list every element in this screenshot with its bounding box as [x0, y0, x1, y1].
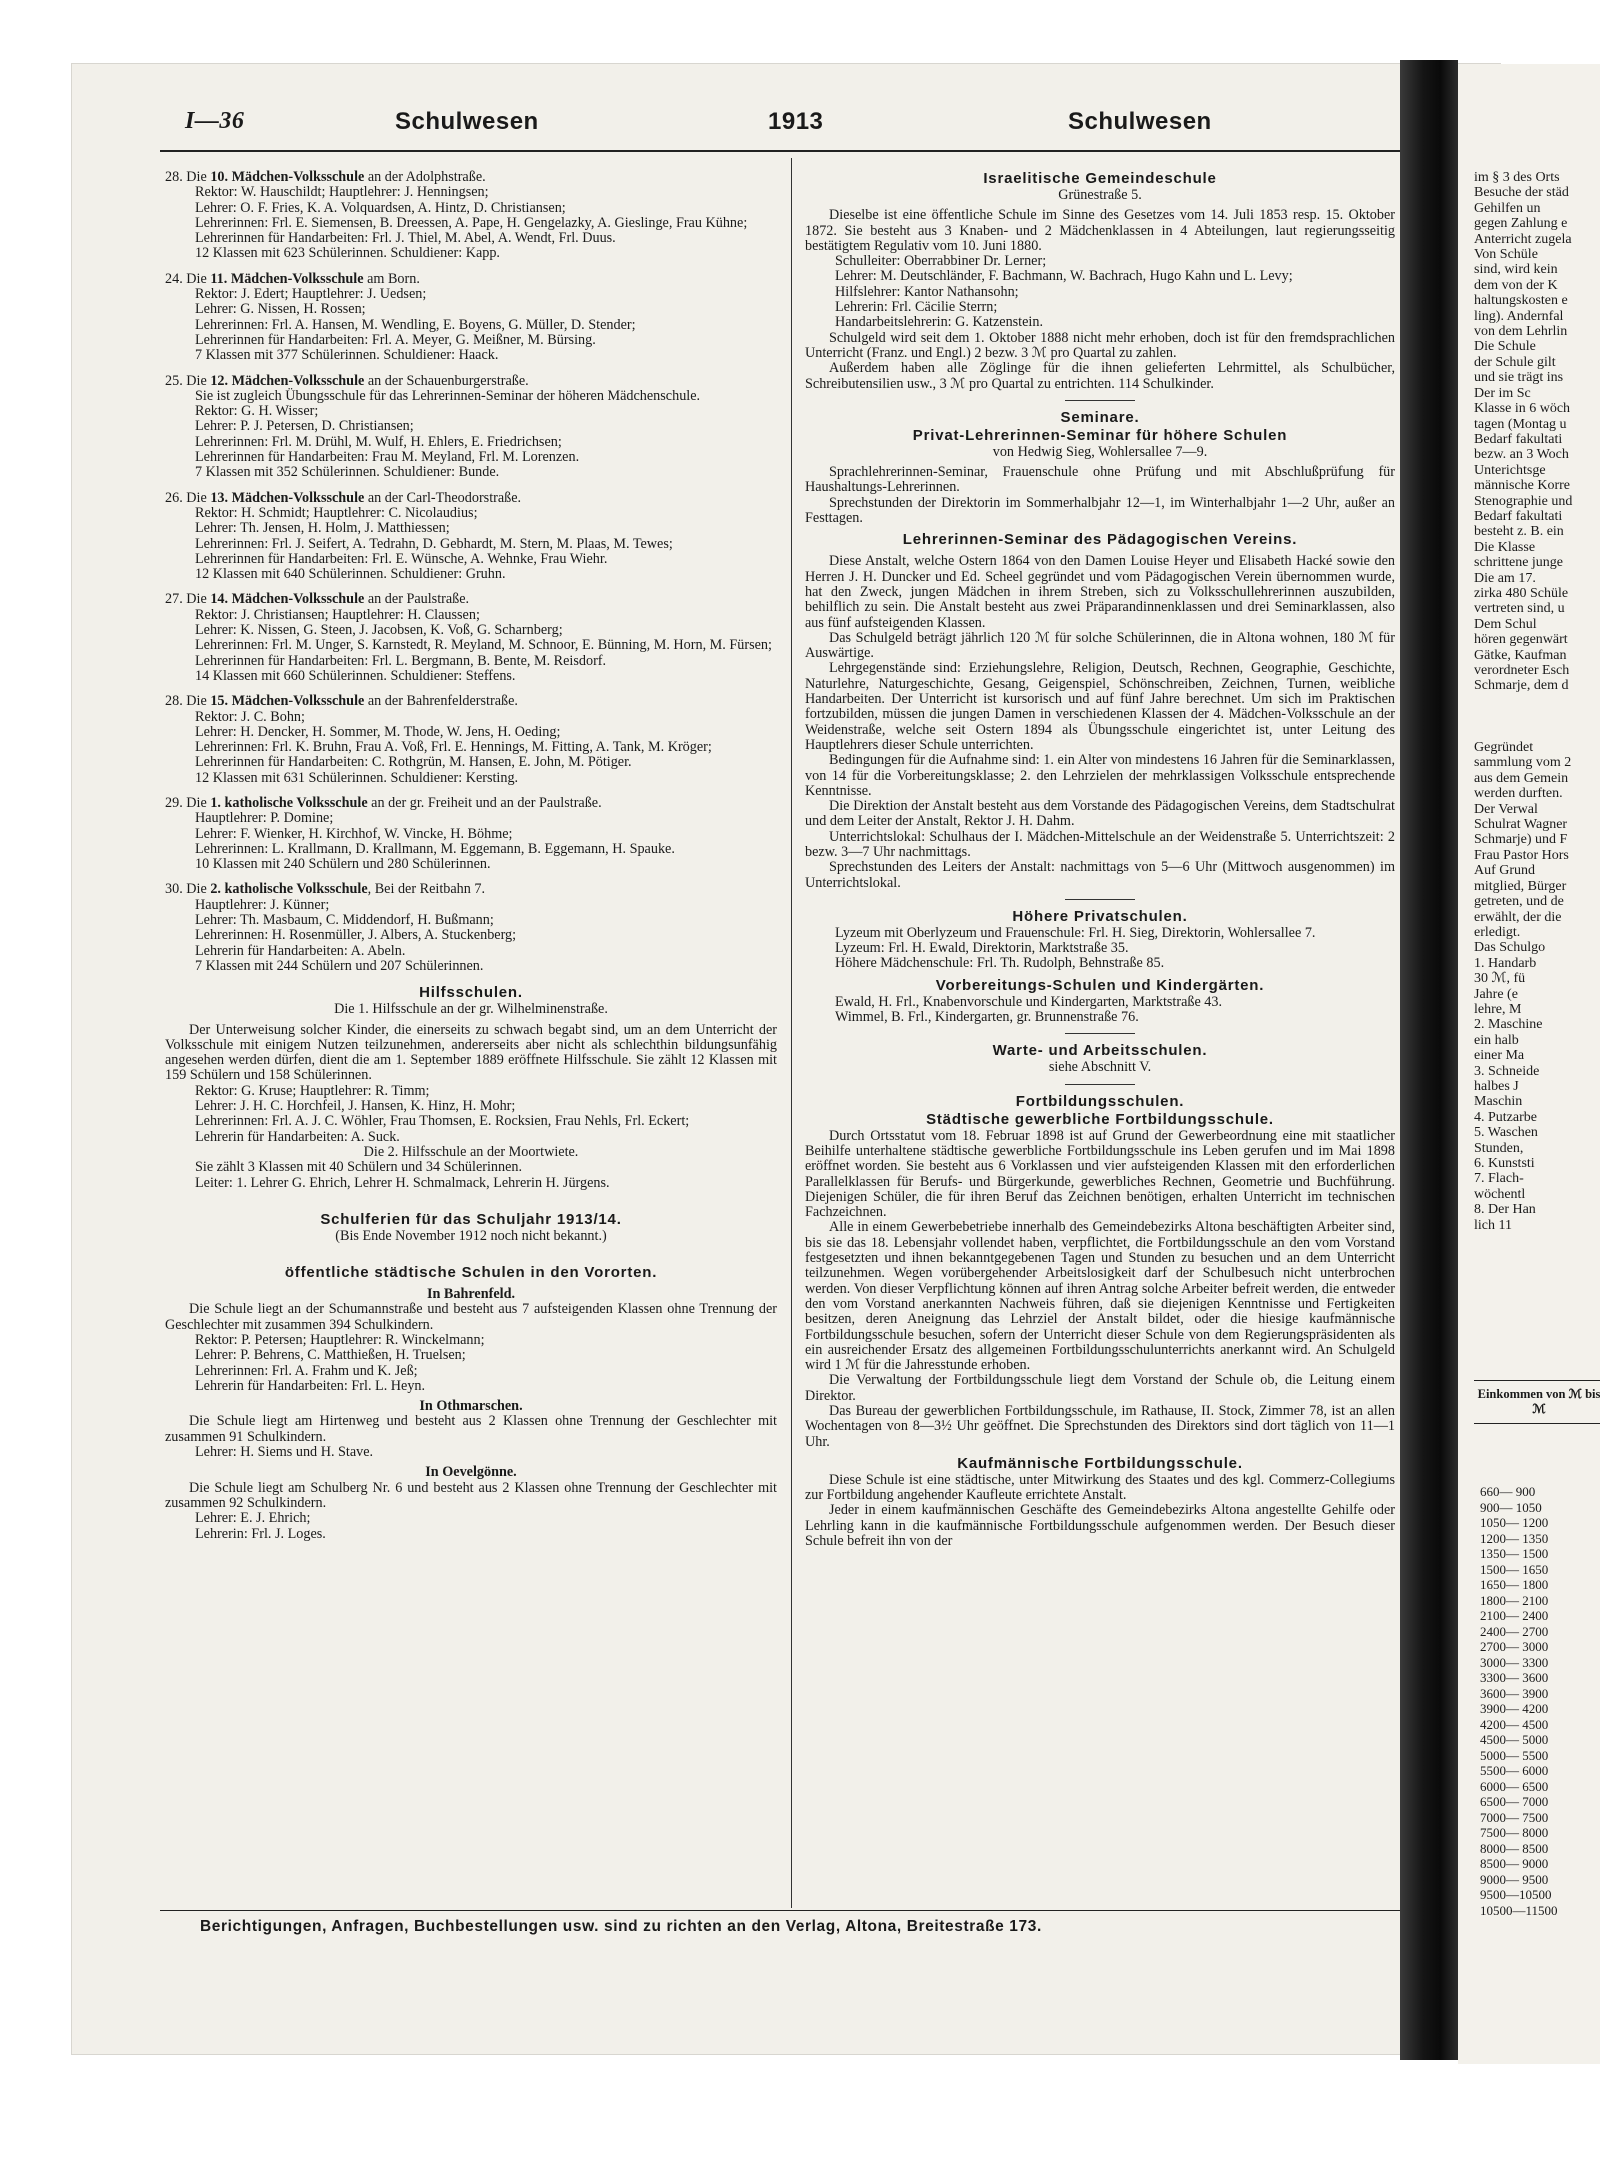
school-detail: 7 Klassen mit 377 Schülerinnen. Schuldiener: Haack.: [195, 347, 499, 364]
staff-line: Sie zählt 3 Klassen mit 40 Schülern und 34 Schülerinnen.: [195, 1159, 523, 1176]
fragment-line: von dem Lehrlin: [1474, 324, 1568, 340]
israel-text-2: Schulgeld wird seit dem 1. Oktober 1888 nicht mehr erhoben, doch ist für den fremdsprachlichen Unterricht (Franz. und Engl.) 2 bezw. 3 ℳ pro Quartal zu zahlen.: [805, 329, 1395, 361]
left-column: [165, 170, 777, 1542]
income-table-body: [1474, 1424, 1600, 1918]
privat-seminar-title: Privat-Lehrerinnen-Seminar für höhere Schulen: [912, 426, 1288, 444]
staff-line: Lehrerin: Frl. Cäcilie Sterrn;: [835, 299, 998, 316]
fragment-line: Klasse in 6 wöch: [1474, 401, 1571, 417]
staff-line: Lehrer: M. Deutschländer, F. Bachmann, W. Bachrach, Hugo Kahn und L. Levy;: [835, 268, 1293, 285]
income-row: 1350— 1500: [1480, 1546, 1549, 1561]
gewerbliche-fortbildungsschule-title: Städtische gewerbliche Fortbildungsschule.: [926, 1110, 1274, 1128]
school-detail: Lehrerin für Handarbeiten: A. Abeln.: [195, 942, 406, 959]
schulferien-note: (Bis Ende November 1912 noch nicht bekannt.): [335, 1227, 607, 1244]
staff-line: Leiter: 1. Lehrer G. Ehrich, Lehrer H. Schmalmack, Lehrerin H. Jürgens.: [195, 1174, 610, 1191]
fragment-line: vertreten sind, u: [1474, 601, 1565, 617]
israel-text: Dieselbe ist eine öffentliche Schule im Sinne des Gesetzes vom 14. Juli 1853 resp. 15. Oktober 1872. Sie besteht aus 3 Knaben- und 2 Mädchenklassen in 4 Abteilungen, laut regierungsseitig bestätigtem Regulativ vom 10. Juni 1880.: [805, 207, 1395, 254]
fragment-line: lehre, M: [1474, 1001, 1522, 1017]
school-detail: Lehrer: Th. Masbaum, C. Middendorf, H. Bußmann;: [195, 912, 494, 929]
income-row: 1200— 1350: [1480, 1530, 1549, 1546]
school-line: Lyzeum: Frl. H. Ewald, Direktorin, Marktstraße 35.: [835, 940, 1129, 957]
right-page-text: [1474, 170, 1572, 1233]
school-detail: Lehrerinnen für Handarbeiten: Frl. E. Wünsche, A. Wehnke, Frau Wiehr.: [195, 550, 608, 567]
fragment-line: zirka 480 Schüle: [1474, 585, 1569, 601]
fragment-line: bezw. an 3 Woch: [1474, 447, 1569, 463]
school-detail: Lehrerinnen: Frl. M. Unger, S. Karnstedt, R. Meyland, M. Schnoor, E. Bünning, M. Horn, M. Fürsen;: [195, 637, 772, 654]
income-row: 9500—10500: [1480, 1887, 1552, 1902]
income-row: 5000— 5500: [1480, 1747, 1549, 1763]
fragment-line: Frau Pastor Hors: [1474, 847, 1569, 863]
school-detail: Lehrerinnen für Handarbeiten: Frl. J. Thiel, M. Abel, A. Wendt, Frl. Duus.: [195, 230, 616, 247]
vorort-heading: In Bahrenfeld.: [426, 1286, 516, 1303]
income-row: 2700— 3000: [1480, 1639, 1549, 1654]
fragment-line: sind, wird kein: [1474, 262, 1558, 278]
income-row: 1500— 1650: [1480, 1561, 1549, 1577]
school-line: Lyzeum mit Oberlyzeum und Frauenschule: Frl. H. Sieg, Direktorin, Wohlersallee 7.: [835, 924, 1316, 941]
privat-seminar-address: von Hedwig Sieg, Wohlersallee 7—9.: [992, 443, 1208, 460]
fragment-line: Anterricht zugela: [1474, 231, 1572, 247]
fragment-line: 3. Schneide: [1474, 1063, 1540, 1079]
school-detail: 12 Klassen mit 640 Schülerinnen. Schuldiener: Gruhn.: [195, 566, 506, 583]
fragment-line: getreten, und de: [1474, 894, 1564, 910]
school-detail: Hauptlehrer: J. Künner;: [195, 896, 330, 913]
footer-rule: [160, 1910, 1400, 1911]
header-rule: [160, 150, 1400, 152]
middle-column: [805, 170, 1395, 1549]
school-heading: 29. Die 1. katholische Volksschule an der gr. Freiheit und an der Paulstraße.: [165, 794, 602, 811]
fragment-line: Die Schule: [1474, 339, 1536, 355]
fragment-line: ling). Andernfal: [1474, 308, 1564, 324]
vororte-sections: [165, 1282, 777, 1542]
vororte-title: öffentliche städtische Schulen in den Vororten.: [284, 1264, 658, 1282]
school-detail: Lehrer: H. Dencker, H. Sommer, M. Thode, W. Jens, H. Oeding;: [195, 723, 561, 740]
income-row: 8500— 9000: [1480, 1856, 1549, 1871]
school-detail: Lehrerinnen für Handarbeiten: C. Rothgrün, M. Hansen, E. John, M. Pötiger.: [195, 754, 632, 771]
fragment-line: Schmarje) und F: [1474, 832, 1568, 848]
school-detail: Lehrerinnen für Handarbeiten: Frau M. Meyland, Frl. M. Lorenzen.: [195, 449, 580, 466]
school-heading: 28. Die 15. Mädchen-Volksschule an der Bahrenfelderstraße.: [165, 693, 518, 710]
income-row: 900— 1050: [1480, 1499, 1542, 1515]
staff-line: Lehrerinnen: Frl. A. Frahm und K. Jeß;: [195, 1362, 418, 1379]
fragment-line: Stenographie und: [1474, 493, 1573, 509]
fragment-line: 30 ℳ, fü: [1474, 971, 1526, 987]
section-rule: [1065, 400, 1135, 401]
fort-text: Durch Ortsstatut vom 18. Februar 1898 ist auf Grund der Gewerbeordnung eine mit staatlicher Beihilfe unterhaltene städtische gewerbliche Fortbildungsschule ins Leben gerufen und im Mai 1898 eröffnet worden. Sie besteht aus 6 Vorklassen und vier aufsteigenden Klassen mit den erforderlichen Parallelklassen für Berufs- und Bürgerkunde, gewerbliches Rechnen, Geometrie und Buchführung. Diejenigen Schüler, die für ihren Beruf das Zeichnen benötigen, erhalten Unterricht im technischen Fachzeichnen.: [805, 1127, 1395, 1221]
school-detail: Lehrer: P. J. Petersen, D. Christiansen;: [195, 418, 414, 435]
fragment-line: lich 11: [1474, 1217, 1512, 1233]
vorort-heading: In Othmarschen.: [419, 1398, 523, 1415]
fragment-line: 7. Flach-: [1474, 1171, 1524, 1187]
income-row: 1800— 2100: [1480, 1592, 1549, 1608]
income-row: 3600— 3900: [1480, 1685, 1549, 1701]
income-row: 2400— 2700: [1480, 1623, 1549, 1639]
book-gutter: [1400, 60, 1458, 2060]
hilfsschule-2-heading: Die 2. Hilfsschule an der Moortwiete.: [363, 1143, 579, 1160]
income-row: 3900— 4200: [1480, 1701, 1549, 1716]
school-heading: 26. Die 13. Mädchen-Volksschule an der Carl-Theodorstraße.: [165, 489, 522, 506]
kauf-text-2: Jeder in einem kaufmännischen Geschäfte des Gemeindebezirks Altona angestellte Gehilfe oder Lehrling kann in die kaufmännische Fortbildungsschule aufgenommen werden. Der Besuch dieser Schule befreit ihn von der: [805, 1502, 1395, 1550]
school-heading: 28. Die 10. Mädchen-Volksschule an der Adolphstraße.: [165, 169, 486, 185]
paed-text-2: Das Schulgeld beträgt jährlich 120 ℳ für solche Schülerinnen, die in Altona wohnen, 180 ℳ für Auswärtige.: [805, 629, 1395, 662]
privat-seminar-text-2: Sprechstunden der Direktorin im Sommerhalbjahr 12—1, im Winterhalbjahr 1—2 Uhr, außer an Festtagen.: [805, 494, 1395, 527]
israel-text-3: Außerdem haben alle Zöglinge für die ihnen gelieferten Lehrmittel, als Schulbücher, Schreibutensilien usw., 3 ℳ pro Quartal zu entrichten. 114 Schulkinder.: [805, 360, 1395, 392]
fragment-line: 6. Kunststi: [1474, 1156, 1535, 1171]
fragment-line: 5. Waschen: [1474, 1125, 1538, 1141]
staff-line: Lehrer: P. Behrens, C. Matthießen, H. Truelsen;: [195, 1347, 466, 1364]
fragment-line: [1474, 725, 1572, 740]
school-detail: Rektor: J. Christiansen; Hauptlehrer: H. Claussen;: [195, 606, 480, 623]
school-detail: Lehrerinnen für Handarbeiten: Frl. A. Meyer, G. Meißner, M. Bürsing.: [195, 331, 596, 348]
section-rule: [1065, 1084, 1135, 1085]
warte-arbeitsschulen-title: Warte- und Arbeitsschulen.: [992, 1042, 1208, 1060]
fragment-line: gegen Zahlung e: [1474, 216, 1568, 232]
staff-line: Lehrer: E. J. Ehrich;: [195, 1510, 311, 1527]
israel-address: Grünestraße 5.: [1058, 187, 1142, 203]
school-detail: 14 Klassen mit 660 Schülerinnen. Schuldiener: Steffens.: [195, 667, 516, 684]
fort-text-4: Das Bureau der gewerblichen Fortbildungsschule, im Rathause, II. Stock, Zimmer 78, ist an allen Wochentagen von 8—3½ Uhr geöffnet. Die Sprechstunden des Direktors sind dort täglich von 11—1 Uhr.: [805, 1403, 1395, 1450]
income-row: 7000— 7500: [1480, 1809, 1549, 1825]
income-row: 3000— 3300: [1480, 1654, 1549, 1670]
income-row: 5500— 6000: [1480, 1763, 1549, 1778]
school-detail: 7 Klassen mit 244 Schülern und 207 Schülerinnen.: [195, 957, 484, 974]
kaufmaennische-fortbildungsschule-title: Kaufmännische Fortbildungsschule.: [957, 1454, 1243, 1472]
school-detail: Lehrer: G. Nissen, H. Rossen;: [195, 301, 366, 318]
school-detail: Lehrerinnen: Frl. A. Hansen, M. Wendling, E. Boyens, G. Müller, D. Stender;: [195, 316, 636, 333]
fragment-line: Von Schüle: [1474, 247, 1538, 263]
fragment-line: Besuche der städ: [1474, 185, 1569, 201]
warte-note: siehe Abschnitt V.: [1048, 1059, 1152, 1076]
fragment-line: der Schule gilt: [1474, 354, 1556, 370]
school-detail: Rektor: H. Schmidt; Hauptlehrer: C. Nicolaudius;: [195, 504, 478, 521]
fragment-line: Gegründet: [1474, 740, 1534, 756]
paed-text-7: Sprechstunden des Leiters der Anstalt: nachmittags von 5—6 Uhr (Mittwoch ausgenommen) im Unterrichtslokal.: [805, 859, 1395, 891]
school-detail: Lehrer: F. Wienker, H. Kirchhof, W. Vincke, H. Böhme;: [195, 825, 513, 842]
paed-text-3: Lehrgegenstände sind: Erziehungslehre, Religion, Deutsch, Rechnen, Geographie, Geschichte, Naturlehre, Naturgeschichte, Gesang, Geigenspiel, Schönschreiben, Zeichnen, Turnen, weibliche Handarbeiten. Der Unterricht ist kursorisch und auf fünf Jahre berechnet. Um sich im Praktischen fortzubilden, müssen die jungen Damen in verschiedenen Klassen der 4. Mädchen-Volksschule an der Weidenstraße, welche seit Ostern 1894 als Übungsschule eingerichtet ist, unter Leitung des Hauptlehrers dieser Schule unterrichten.: [805, 660, 1395, 753]
hilfsschule-staff: [165, 1084, 777, 1145]
fragment-line: Bedarf fakultati: [1474, 431, 1563, 447]
paed-text: Diese Anstalt, welche Ostern 1864 von den Damen Louise Heyer und Elisabeth Hacké sowie den Herren J. H. Duncker und Ed. Scheel gegründet und vom Pädagogischen Verein übernommen wurde, hat den Zweck, jungen Mädchen in ihrem Streben, sich zu Volksschullehrerinnen auszubilden, behilflich zu sein. Die Anstalt besteht aus zwei Präparandinnenklassen und drei Seminarklassen, also aus fünf aufsteigenden Klassen.: [805, 553, 1395, 631]
school-detail: Lehrerinnen für Handarbeiten: Frl. L. Bergmann, B. Bente, M. Reisdorf.: [195, 652, 607, 669]
income-row: 8000— 8500: [1480, 1840, 1549, 1856]
vorort-heading: In Oevelgönne.: [425, 1464, 517, 1481]
fragment-line: 4. Putzarbe: [1474, 1109, 1537, 1125]
staff-line: Lehrerinnen: Frl. A. J. C. Wöhler, Frau Thomsen, E. Rocksien, Frau Nehls, Frl. Eckert;: [195, 1113, 690, 1130]
schulferien-title: Schulferien für das Schuljahr 1913/14.: [320, 1210, 622, 1228]
paed-text-5: Die Direktion der Anstalt besteht aus dem Vorstande des Pädagogischen Vereins, dem Stadtschulrat und dem Leiter der Anstalt, Rektor J. H. Dahm.: [805, 798, 1395, 830]
school-detail: Lehrerinnen: Frl. M. Drühl, M. Wulf, H. Ehlers, E. Friedrichsen;: [195, 433, 562, 450]
fragment-line: Maschin: [1474, 1094, 1523, 1110]
fragment-line: ein halb: [1474, 1032, 1519, 1048]
staff-line: Rektor: G. Kruse; Hauptlehrer: R. Timm;: [195, 1082, 430, 1099]
kauf-text: Diese Schule ist eine städtische, unter Mitwirkung des Staates und des kgl. Commerz-Collegiums zur Fortbildung angehender Kaufleute errichtete Anstalt.: [805, 1471, 1395, 1504]
section-rule: [1065, 899, 1135, 900]
fragment-line: [1474, 694, 1572, 709]
fragment-line: Schmarje, dem d: [1474, 678, 1569, 694]
income-row: 660— 900: [1480, 1484, 1536, 1499]
school-detail: Lehrer: Th. Jensen, H. Holm, J. Matthiessen;: [195, 520, 450, 537]
income-table-header: Einkommen von ℳ bis ℳ: [1474, 1380, 1600, 1424]
fragment-line: Das Schulgo: [1474, 940, 1546, 956]
school-line: Höhere Mädchenschule: Frl. Th. Rudolph, Behnstraße 85.: [835, 955, 1165, 972]
staff-line: Lehrerin: Frl. J. Loges.: [195, 1525, 326, 1542]
school-line: Ewald, H. Frl., Knabenvorschule und Kindergarten, Marktstraße 43.: [835, 993, 1223, 1010]
fragment-line: wöchentl: [1474, 1186, 1526, 1202]
privat-seminar-text: Sprachlehrerinnen-Seminar, Frauenschule ohne Prüfung und mit Abschlußprüfung für Haushaltungs-Lehrerinnen.: [805, 464, 1395, 496]
header-title-left: Schulwesen: [395, 108, 539, 135]
school-detail: Lehrerinnen: H. Rosenmüller, J. Albers, A. Stuckenberg;: [195, 927, 517, 944]
income-row: 10500—11500: [1480, 1902, 1558, 1918]
fort-text-2: Alle in einem Gewerbebetriebe innerhalb des Gemeindebezirks Altona beschäftigten Arbeiter sind, bis sie das 18. Lebensjahr vollendet haben, verpflichtet, die Fortbildungsschule an den vom Vorstand festgesetzten und ihnen bekanntgegebenen Tagen und Stunden zu besuchen und an dem Unterricht teilzunehmen. Wegen vorübergehender Arbeitslosigkeit darf der Schulbesuch nicht unterbrochen werden. Von dieser Verpflichtung können auf ihren Antrag solche Arbeiter befreit werden, die entweder den vom Vorstand anerkannten Nachweis führen, daß sie diejenigen Kenntnisse und Fertigkeiten besitzen, deren Aneignung das Lehrziel der Anstalt bildet, oder die hiesige kaufmännische Fortbildungsschule besuchen, sofern der Unterricht dieser Schule von dem Regierungspräsidenten als ein ausreichender Ersatz des allgemeinen Fortbildungsschulunterrichts anerkannt wird. An Schulgeld wird 1 ℳ für die Jahresstunde erhoben.: [805, 1219, 1395, 1374]
fragment-line: Jahre (e: [1474, 986, 1518, 1002]
column-divider: [791, 158, 792, 1908]
israelitische-gemeindeschule-title: Israelitische Gemeindeschule: [983, 170, 1217, 187]
fragment-line: Auf Grund: [1474, 863, 1536, 879]
footer-notice: Berichtigungen, Anfragen, Buchbestellungen usw. sind zu richten an den Verlag, Altona, Breitestraße 173.: [200, 1918, 1042, 1935]
income-row: 7500— 8000: [1480, 1825, 1549, 1840]
school-detail: Lehrerinnen: L. Krallmann, D. Krallmann, M. Eggemann, B. Eggemann, H. Spauke.: [195, 840, 675, 857]
income-row: 9000— 9500: [1480, 1871, 1549, 1887]
fragment-line: Schulrat Wagner: [1474, 817, 1568, 833]
vorort-text: Die Schule liegt am Hirtenweg und besteht aus 2 Klassen ohne Trennung der Geschlechter mit zusammen 91 Schulkindern.: [165, 1413, 777, 1445]
fragment-line: 1. Handarb: [1474, 955, 1537, 971]
fragment-line: dem von der K: [1474, 277, 1558, 293]
vorbereitungsschulen-title: Vorbereitungs-Schulen und Kindergärten.: [935, 976, 1265, 994]
school-detail: 12 Klassen mit 631 Schülerinnen. Schuldiener: Kersting.: [195, 769, 519, 786]
fragment-line: mitglied, Bürger: [1474, 878, 1567, 894]
income-row: 6000— 6500: [1480, 1778, 1549, 1794]
fragment-line: einer Ma: [1474, 1048, 1525, 1064]
fragment-line: halbes J: [1474, 1078, 1519, 1094]
staff-line: Rektor: P. Petersen; Hauptlehrer: R. Winckelmann;: [195, 1332, 485, 1348]
page-number: I—36: [185, 108, 245, 134]
staff-line: Handarbeitslehrerin: G. Katzenstein.: [835, 314, 1044, 331]
school-detail: Lehrerinnen: Frl. J. Seifert, A. Tedrahn, D. Gebhardt, M. Stern, M. Plaas, M. Tewes;: [195, 535, 673, 552]
fragment-line: Gätke, Kaufman: [1474, 647, 1567, 663]
fragment-line: [1474, 709, 1572, 724]
fragment-line: werden durften.: [1474, 786, 1563, 802]
staff-line: Lehrer: H. Siems und H. Stave.: [195, 1444, 374, 1461]
school-detail: 12 Klassen mit 623 Schülerinnen. Schuldiener: Kapp.: [195, 245, 500, 262]
school-heading: 30. Die 2. katholische Volksschule, Bei der Reitbahn 7.: [165, 881, 486, 898]
school-detail: Lehrerinnen: Frl. K. Bruhn, Frau A. Voß, Frl. E. Hennings, M. Fitting, A. Tank, M. Kröger;: [195, 739, 712, 756]
school-line: Wimmel, B. Frl., Kindergarten, gr. Brunnenstraße 76.: [835, 1009, 1139, 1026]
hoehere-privatschulen-title: Höhere Privatschulen.: [1012, 907, 1188, 925]
fragment-line: hören gegenwärt: [1474, 632, 1568, 648]
school-detail: Rektor: J. C. Bohn;: [195, 708, 305, 725]
income-row: 2100— 2400: [1480, 1608, 1549, 1623]
fort-text-3: Die Verwaltung der Fortbildungsschule liegt dem Vorstand der Schule ob, die Leitung einem Direktor.: [805, 1372, 1395, 1404]
paed-text-6: Unterrichtslokal: Schulhaus der I. Mädchen-Mittelschule an der Weidenstraße 5. Unterrichtszeit: 2 bezw. 3—7 Uhr nachmittags.: [805, 828, 1395, 860]
school-heading: 25. Die 12. Mädchen-Volksschule an der Schauenburgerstraße.: [165, 372, 529, 389]
hilfsschulen-title: Hilfsschulen.: [419, 984, 523, 1002]
fragment-line: besteht z. B. ein: [1474, 524, 1564, 540]
fragment-line: erwählt, der die: [1474, 909, 1562, 925]
paed-seminar-title: Lehrerinnen-Seminar des Pädagogischen Vereins.: [902, 531, 1298, 549]
hilfsschule-1-heading: Die 1. Hilfsschule an der gr. Wilhelminenstraße.: [334, 1001, 608, 1018]
fragment-line: Die am 17.: [1474, 570, 1536, 586]
fragment-line: 2. Maschine: [1474, 1017, 1543, 1033]
fragment-line: männische Korre: [1474, 478, 1571, 494]
income-row: 3300— 3600: [1480, 1670, 1549, 1685]
school-detail: Lehrerinnen: Frl. E. Siemensen, B. Dreessen, A. Pape, H. Gengelazky, A. Gieslinge, Frau Kühne;: [195, 214, 748, 231]
fragment-line: Die Klasse: [1474, 539, 1536, 555]
school-detail: Lehrer: O. F. Fries, K. A. Volquardsen, A. Hintz, D. Christiansen;: [195, 199, 566, 216]
vorort-text: Die Schule liegt an der Schumannstraße und besteht aus 7 aufsteigenden Klassen ohne Trennung der Geschlechter mit zusammen 394 Schulkindern.: [165, 1301, 777, 1333]
school-heading: 27. Die 14. Mädchen-Volksschule an der Paulstraße.: [165, 591, 470, 608]
fortbildungsschulen-title: Fortbildungsschulen.: [1015, 1092, 1185, 1110]
fragment-line: 8. Der Han: [1474, 1202, 1536, 1218]
income-row: 1650— 1800: [1480, 1577, 1549, 1592]
header-year: 1913: [768, 108, 824, 135]
fragment-line: im § 3 des Orts: [1474, 170, 1560, 185]
vorort-text: Die Schule liegt am Schulberg Nr. 6 und besteht aus 2 Klassen ohne Trennung der Geschlechter mit zusammen 92 Schulkindern.: [165, 1479, 777, 1511]
income-table: [1474, 1380, 1600, 1918]
staff-line: Lehrerin für Handarbeiten: A. Suck.: [195, 1128, 400, 1145]
income-row: 1050— 1200: [1480, 1515, 1549, 1530]
income-row: 4200— 4500: [1480, 1716, 1549, 1732]
fragment-line: erledigt.: [1474, 924, 1521, 940]
fragment-line: und sie trägt ins: [1474, 370, 1564, 386]
school-detail: Rektor: W. Hauschildt; Hauptlehrer: J. Henningsen;: [195, 184, 489, 201]
fragment-line: verordneter Esch: [1474, 663, 1570, 678]
fragment-line: tagen (Montag u: [1474, 416, 1567, 432]
staff-line: Schulleiter: Oberrabbiner Dr. Lerner;: [835, 253, 1047, 270]
paed-text-4: Bedingungen für die Aufnahme sind: 1. ein Alter von mindestens 16 Jahren für die Seminarklassen, von 14 für die Vorbereitungsklasse; 2. den Lehrzielen der mehrklassigen Volksschule entsprechende Kenntnisse.: [805, 752, 1395, 799]
staff-line: Hilfslehrer: Kantor Nathansohn;: [835, 283, 1019, 300]
income-row: 4500— 5000: [1480, 1732, 1549, 1747]
school-detail: Rektor: J. Edert; Hauptlehrer: J. Uedsen;: [195, 286, 427, 303]
staff-line: Lehrer: J. H. C. Horchfeil, J. Hansen, K. Hinz, H. Mohr;: [195, 1098, 516, 1115]
income-row: 6500— 7000: [1480, 1794, 1549, 1809]
fragment-line: Dem Schul: [1474, 616, 1537, 632]
fragment-line: haltungskosten e: [1474, 293, 1568, 309]
fragment-line: Der Verwal: [1474, 801, 1538, 817]
school-detail: Sie ist zugleich Übungsschule für das Lehrerinnen-Seminar der höheren Mädchenschule.: [195, 387, 701, 404]
fragment-line: Der im Sc: [1474, 385, 1531, 401]
school-detail: 7 Klassen mit 352 Schülerinnen. Schuldiener: Bunde.: [195, 464, 500, 481]
fragment-line: Unterichtsge: [1474, 462, 1546, 478]
section-rule: [1065, 1033, 1135, 1034]
hilfsschule-text: Der Unterweisung solcher Kinder, die einerseits zu schwach begabt sind, um an dem Unterricht der Volksschule mit einigem Nutzen teilzunehmen, andererseits aber nicht als schlechthin bildungsunfähig angesehen werden dürfen, dient die am 1. September 1889 eröffnete Hilfsschule. Sie zählt 12 Klassen mit 159 Schülern und 158 Schülerinnen.: [165, 1021, 777, 1084]
fragment-line: sammlung vom 2: [1474, 755, 1572, 771]
fragment-line: Stunden,: [1474, 1140, 1524, 1156]
fragment-line: Gehilfen un: [1474, 200, 1541, 216]
header-title-right: Schulwesen: [1068, 108, 1212, 135]
fragment-line: schrittene junge: [1474, 555, 1564, 571]
staff-line: Lehrerin für Handarbeiten: Frl. L. Heyn.: [195, 1377, 426, 1394]
fragment-line: aus dem Gemein: [1474, 770, 1569, 786]
school-list: [165, 170, 777, 974]
seminare-title: Seminare.: [1060, 408, 1140, 426]
school-heading: 24. Die 11. Mädchen-Volksschule am Born.: [165, 270, 420, 287]
school-detail: Lehrer: K. Nissen, G. Steen, J. Jacobsen, K. Voß, G. Scharnberg;: [195, 622, 563, 639]
school-detail: Rektor: G. H. Wisser;: [195, 403, 319, 420]
fragment-line: Bedarf fakultati: [1474, 508, 1563, 524]
school-detail: Hauptlehrer: P. Domine;: [195, 810, 334, 827]
school-detail: 10 Klassen mit 240 Schülern und 280 Schülerinnen.: [195, 856, 491, 873]
